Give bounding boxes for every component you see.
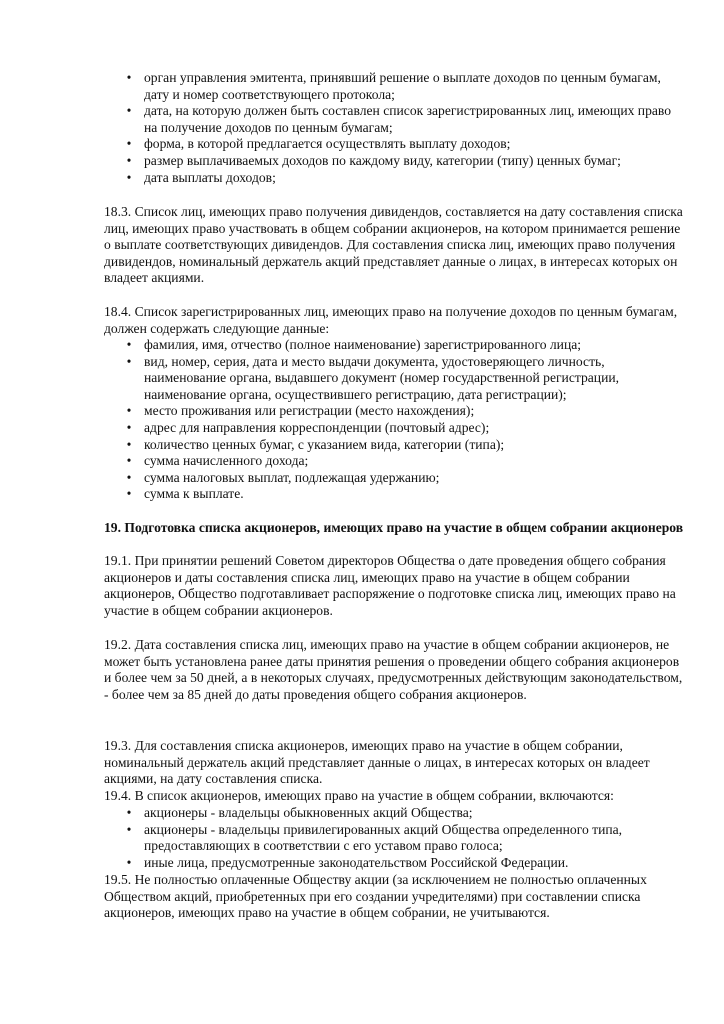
- list-item: • вид, номер, серия, дата и место выдачи документа, удостоверяющего личность, наименование органа, выдавшего документ (номер государственной регистрации, наименование органа, осуществившего регистрацию, дата регистрации);: [104, 354, 684, 404]
- paragraph-18-4: 18.4. Список зарегистрированных лиц, имеющих право на получение доходов по ценным бумагам, должен содержать следующие данные:: [104, 304, 678, 336]
- bullet-icon: •: [126, 805, 132, 820]
- list-item: • акционеры - владельцы привилегированных акций Общества определенного типа, предоставляющих в соответствии с его уставом право голоса;: [104, 822, 684, 855]
- bullet-icon: •: [126, 486, 132, 502]
- bullet-icon: •: [126, 152, 132, 168]
- paragraph-19-1: 19.1. При принятии решений Советом директоров Общества о дате проведения общего собрания акционеров и даты составления списка лиц, имеющих право на участие в общем собрании акционеров, Общество подготавливает распоряжение о подготовке списка лиц, имеющих право на участие в общем собрании акционеров.: [104, 553, 676, 618]
- list-item: • орган управления эмитента, принявший решение о выплате доходов по ценным бумагам, дату и номер соответствующего протокола;: [104, 70, 684, 103]
- paragraph-19-5: 19.5. Не полностью оплаченные Обществу акции (за исключением не полностью оплаченных Обществом акций, приобретенных при его создании учредителями) при составлении списка акционеров, имеющих право на участие в общем собрании, не учитываются.: [104, 872, 647, 921]
- list-item: • акционеры - владельцы обыкновенных акций Общества;: [104, 805, 684, 822]
- section-heading-19: 19. Подготовка списка акционеров, имеющих право на участие в общем собрании акционеров: [104, 520, 684, 535]
- paragraph-19-4: 19.4. В список акционеров, имеющих право на участие в общем собрании, включаются:: [104, 788, 614, 803]
- bullet-icon: •: [126, 169, 132, 185]
- list-item: • фамилия, имя, отчество (полное наименование) зарегистрированного лица;: [104, 337, 684, 354]
- list-item: • количество ценных бумаг, с указанием вида, категории (типа);: [104, 437, 684, 454]
- list-item: • размер выплачиваемых доходов по каждому виду, категории (типу) ценных бумаг;: [104, 153, 684, 170]
- bullet-icon: •: [126, 821, 132, 837]
- bullet-icon: •: [126, 70, 132, 85]
- bullet-icon: •: [126, 854, 132, 870]
- bullet-icon: •: [126, 403, 132, 419]
- bullet-list-register-data: [104, 337, 684, 503]
- bullet-list-shareholders: [104, 805, 684, 871]
- paragraph-19-2: 19.2. Дата составления списка лиц, имеющих право на участие в общем собрании акционеров, не может быть установлена ранее даты принятия решения о проведении общего собрания акционеров и более чем за 50 дней, а в некоторых случаях, предусмотренных действующим законодательством, - более чем за 85 дней до даты проведения общего собрания акционеров.: [104, 637, 683, 702]
- bullet-icon: •: [126, 103, 132, 119]
- bullet-icon: •: [126, 419, 132, 435]
- bullet-icon: •: [126, 469, 132, 485]
- list-item: • форма, в которой предлагается осуществлять выплату доходов;: [104, 136, 684, 153]
- list-item: • место проживания или регистрации (место нахождения);: [104, 403, 684, 420]
- paragraph-19-3: 19.3. Для составления списка акционеров, имеющих право на участие в общем собрании, номинальный держатель акций представляет данные о лицах, в интересах которых он владеет акциями, на дату составления списка.: [104, 738, 650, 787]
- bullet-icon: •: [126, 353, 132, 369]
- bullet-list-payment-info: [104, 70, 684, 186]
- bullet-icon: •: [126, 436, 132, 452]
- bullet-icon: •: [126, 453, 132, 469]
- list-item: • сумма к выплате.: [104, 486, 684, 503]
- list-item: • иные лица, предусмотренные законодательством Российской Федерации.: [104, 855, 684, 872]
- list-item: • дата, на которую должен быть составлен список зарегистрированных лиц, имеющих право на получение доходов по ценным бумагам;: [104, 103, 684, 136]
- paragraph-18-3: 18.3. Список лиц, имеющих право получения дивидендов, составляется на дату составления списка лиц, имеющих право участвовать в общем собрании акционеров, на котором принимается решение о выплате соответствующих дивидендов. Для составления списка лиц, имеющих право получения дивидендов, номинальный держатель акций представляет данные о лицах, в интересах которых он владеет акциями.: [104, 204, 683, 286]
- list-item: • сумма начисленного дохода;: [104, 453, 684, 470]
- bullet-icon: •: [126, 337, 132, 352]
- list-item: • сумма налоговых выплат, подлежащая удержанию;: [104, 470, 684, 487]
- list-item: • дата выплаты доходов;: [104, 170, 684, 187]
- bullet-icon: •: [126, 136, 132, 152]
- list-item: • адрес для направления корреспонденции (почтовый адрес);: [104, 420, 684, 437]
